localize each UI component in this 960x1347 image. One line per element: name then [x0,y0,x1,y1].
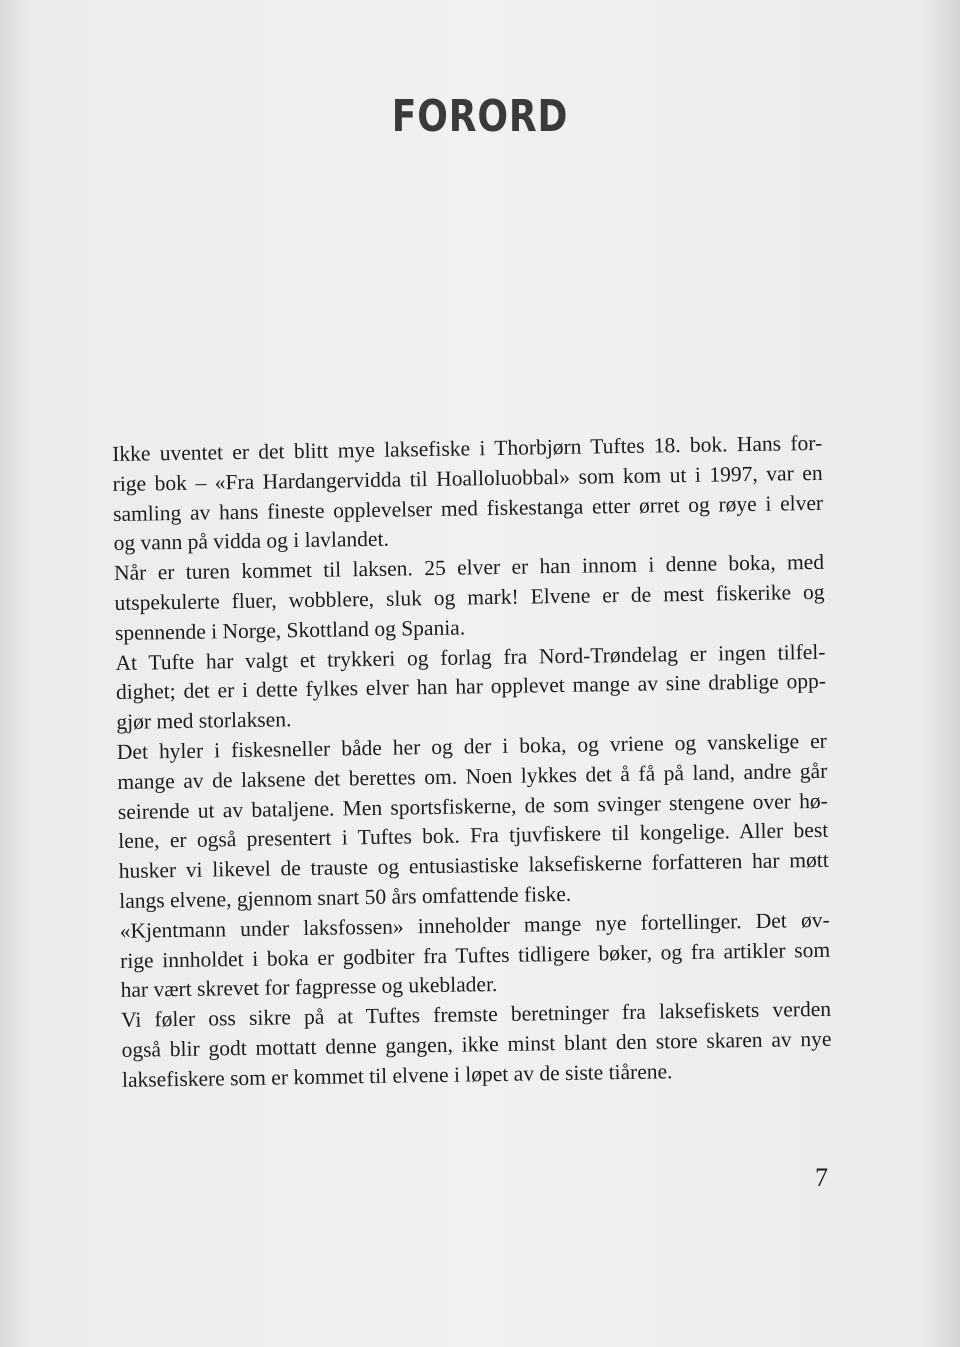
page-number: 7 [815,1163,828,1192]
text-line: «Kjentmann under laksfossen» inneholder mange nye fortellinger. Det øv- [119,907,830,943]
page-title: FORORD [391,91,569,143]
text-line: Når er turen kommet til laksen. 25 elver er han innom i denne boka, med [113,550,825,586]
text-line: også blir godt mottatt denne gangen, ikke minst blant den store skaren av nye [121,1026,832,1062]
text-line: Vi føler oss sikre på at Tuftes fremste beretninger fra laksefiskets verden [120,996,832,1033]
text-line: laksefiskere som er kommet til elvene i løpet av de siste tiårene. [121,1059,673,1092]
foreword-body [112,429,832,1096]
text-line: mange av de laksene det berettes om. Noen lykkes det å få på land, andre går [117,758,828,794]
text-line: seirende ut av bataljene. Men sportsfiskerne, de som svinger stengene over hø- [117,788,828,824]
text-line: samling av hans fineste opplevelser med fiskestanga etter ørret og røye i elver [112,490,824,526]
text-line: rige bok – «Fra Hardangervidda til Hoalloluobbal» som kom ut i 1997, var en [112,460,823,496]
text-line: gjør med storlaksen. [116,707,292,735]
text-line: har vært skrevet for fagpresse og ukeblader. [120,972,498,1003]
text-line: langs elvene, gjennom snart 50 års omfattende fiske. [119,881,572,913]
text-line: og vann på vidda og i lavlandet. [113,527,390,556]
text-line: lene, er også presentert i Tuftes bok. Fra tjuvfiskere til kongelige. Aller best [118,818,829,854]
text-line: Det hyler i fiskesneller både her og der i boka, og vriene og vanskelige er [116,728,828,764]
text-line: Ikke uventet er det blitt mye laksefiske i Thorbjørn Tuftes 18. bok. Hans for- [112,430,823,466]
text-line: rige innholdet i boka er godbiter fra Tuftes tidligere bøker, og fra artikler som [119,937,831,973]
text-line: husker vi likevel de trauste og entusiastiske laksefiskerne forfatteren har møtt [118,847,829,884]
text-line: utspekulerte fluer, wobblere, sluk og mark! Elvene er de mest fiskerike og [114,579,825,615]
text-line: spennende i Norge, Skottland og Spania. [114,615,466,645]
text-line: At Tufte har valgt et trykkeri og forlag fra Nord-Trøndelag er ingen tilfel- [115,639,826,675]
text-line: dighet; det er i dette fylkes elver han har opplevet mange av sine drablige opp- [115,669,827,705]
